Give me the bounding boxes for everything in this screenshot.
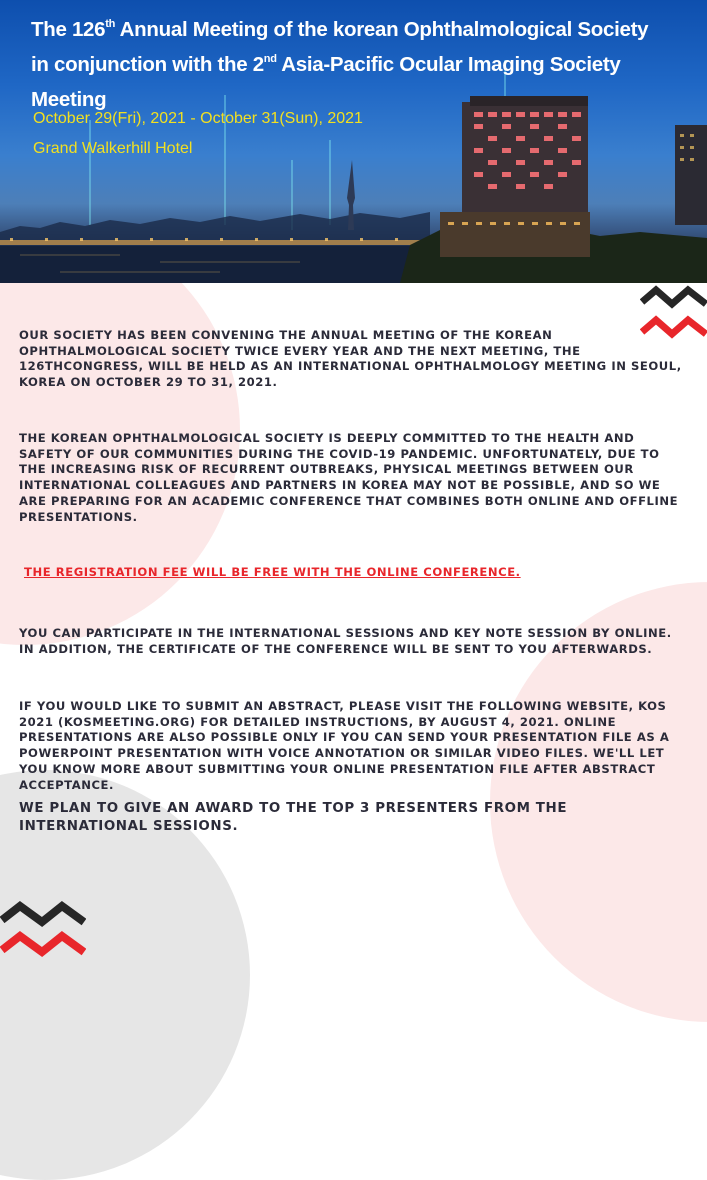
chevron-logo-icon: [0, 900, 86, 960]
event-venue: Grand Walkerhill Hotel: [33, 140, 193, 157]
event-date: October 29(Fri), 2021 - October 31(Sun), 2021: [33, 110, 363, 127]
header-banner: [0, 0, 707, 283]
paragraph-award: WE PLAN TO GIVE AN AWARD TO THE TOP 3 PRESENTERS FROM THE INTERNATIONAL SESSIONS.: [19, 801, 568, 834]
title-line-1: The 126th Annual Meeting of the korean Ophthalmological Society: [31, 18, 649, 41]
registration-fee-notice: THE REGISTRATION FEE WILL BE FREE WITH THE ONLINE CONFERENCE.: [24, 565, 521, 579]
paragraph-participation: YOU CAN PARTICIPATE IN THE INTERNATIONAL SESSIONS AND KEY NOTE SESSION BY ONLINE. IN ADDITION, THE CERTIFICATE OF THE CONFERENCE WILL BE SENT TO YOU AFTERWARDS.: [19, 626, 672, 656]
paragraph-intro: OUR SOCIETY HAS BEEN CONVENING THE ANNUAL MEETING OF THE KOREAN OPHTHALMOLOGICAL SOCIETY TWICE EVERY YEAR AND THE NEXT MEETING, THE 126THCONGRESS, WILL BE HELD AS AN INTERNATIONAL OPHTHALMOLOGY MEETING IN SEOUL, KOREA ON OCTOBER 29 TO 31, 2021.: [19, 328, 682, 390]
paragraph-abstract: IF YOU WOULD LIKE TO SUBMIT AN ABSTRACT, PLEASE VISIT THE FOLLOWING WEBSITE, KOS 2021 (KOSMEETING.ORG) FOR DETAILED INSTRUCTIONS, BY AUGUST 4, 2021. ONLINE PRESENTATIONS ARE ALSO POSSIBLE ONLY IF YOU CAN SEND YOUR PRESENTATION FILE AS A POWERPOINT PRESENTATION WITH VOICE ANNOTATION OR SIMILAR VIDEO FILES. WE'LL LET YOU KNOW MORE ABOUT SUBMITTING YOUR ONLINE PRESENTATION FILE AFTER ABSTRACT ACCEPTANCE.: [19, 699, 670, 792]
page-title: [31, 12, 701, 117]
title-line-2: in conjunction with the 2nd Asia-Pacific Ocular Imaging Society Meeting: [31, 53, 621, 111]
paragraph-covid: THE KOREAN OPHTHALMOLOGICAL SOCIETY IS DEEPLY COMMITTED TO THE HEALTH AND SAFETY OF OUR COMMUNITIES DURING THE COVID-19 PANDEMIC. UNFORTUNATELY, DUE TO THE INCREASING RISK OF RECURRENT OUTBREAKS, PHYSICAL MEETINGS BETWEEN OUR INTERNATIONAL COLLEAGUES AND PARTNERS IN KOREA MAY NOT BE POSSIBLE, AND SO WE ARE PREPARING FOR AN ACADEMIC CONFERENCE THAT COMBINES BOTH ONLINE AND OFFLINE PRESENTATIONS.: [19, 431, 679, 524]
